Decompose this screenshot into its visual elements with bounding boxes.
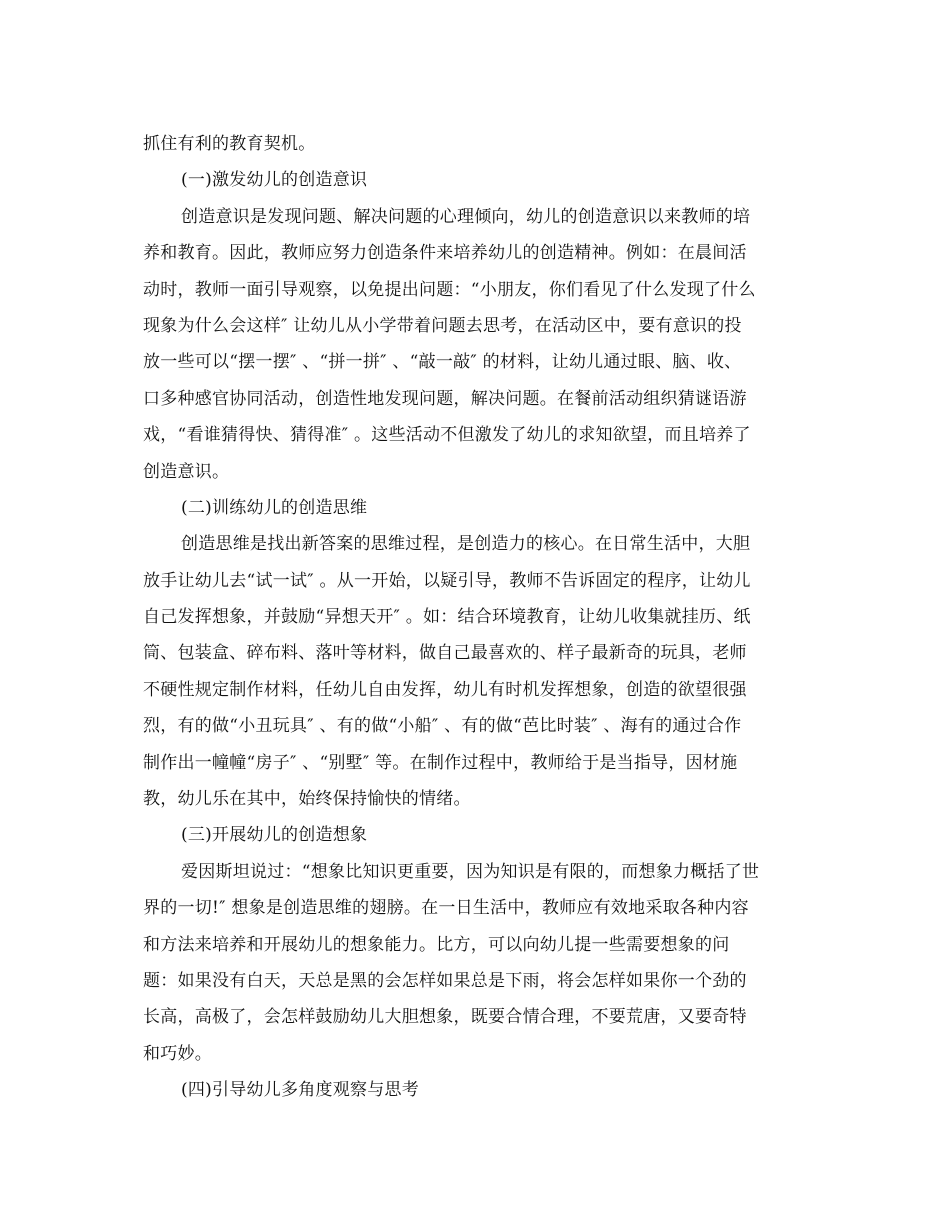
paragraph-line: 不硬性规定制作材料，任幼儿自由发挥，幼儿有时机发挥想象，创造的欲望很强 xyxy=(143,679,747,700)
paragraph-line: 题：如果没有白天，天总是黑的会怎样如果总是下雨，将会怎样如果你一个劲的 xyxy=(143,970,747,991)
paragraph-line: 现象为什么会这样″ 让幼儿从小学带着问题去思考，在活动区中，要有意识的投 xyxy=(143,315,742,336)
section-heading: (一)激发幼儿的创造意识 xyxy=(181,170,368,191)
paragraph-line: 制作出一幢幢“房子″ 、“别墅″ 等。在制作过程中，教师给于是当指导，因材施 xyxy=(143,752,738,773)
paragraph-line: 养和教育。因此，教师应努力创造条件来培养幼儿的创造精神。例如：在晨间活 xyxy=(143,243,747,264)
paragraph-line: 放一些可以“摆一摆″ 、“拼一拼″ 、“敲一敲″ 的材料，让幼儿通过眼、脑、收、 xyxy=(143,352,742,373)
paragraph-line: 烈，有的做“小丑玩具″ 、有的做“小船″ 、有的做“芭比时装″ 、海有的通过合作 xyxy=(143,716,742,737)
paragraph-line: 筒、包装盒、碎布料、落叶等材料，做自己最喜欢的、样子最新奇的玩具，老师 xyxy=(143,643,747,664)
document-body xyxy=(143,126,808,1109)
paragraph-line: 动时，教师一面引导观察，以免提出问题：“小朋友，你们看见了什么发现了什么 xyxy=(143,279,756,300)
paragraph-line: 放手让幼儿去“试一试″ 。从一开始，以疑引导，教师不告诉固定的程序，让幼儿 xyxy=(143,570,751,591)
paragraph-line: 戏，“看谁猜得快、猜得准″ 。这些活动不但激发了幼儿的求知欲望，而且培养了 xyxy=(143,425,751,446)
paragraph-line: 和巧妙。 xyxy=(143,1043,212,1064)
paragraph-line: 创造意识。 xyxy=(143,461,230,482)
paragraph-line: 界的一切!″ 想象是创造思维的翅膀。在一日生活中，教师应有效地采取各种内容 xyxy=(143,898,749,919)
paragraph-line: 教，幼儿乐在其中，始终保持愉快的情绪。 xyxy=(143,789,471,810)
paragraph-line: 自己发挥想象，并鼓励“异想天开″ 。如：结合环境教育，让幼儿收集就挂历、纸 xyxy=(143,607,751,628)
section-heading: (二)训练幼儿的创造思维 xyxy=(181,497,368,518)
paragraph-line: 创造意识是发现问题、解决问题的心理倾向，幼儿的创造意识以来教师的培 xyxy=(181,206,751,227)
paragraph-line: 抓住有利的教育契机。 xyxy=(143,134,316,154)
section-heading: (三)开展幼儿的创造想象 xyxy=(181,825,368,846)
paragraph-line: 口多种感官协同活动，创造性地发现问题，解决问题。在餐前活动组织猜谜语游 xyxy=(143,388,747,409)
paragraph-line: 长高，高极了，会怎样鼓励幼儿大胆想象，既要合情合理，不要荒唐，又要奇特 xyxy=(143,1007,747,1028)
paragraph-line: 创造思维是找出新答案的思维过程，是创造力的核心。在日常生活中，大胆 xyxy=(181,534,751,555)
paragraph-line: 和方法来培养和开展幼儿的想象能力。比方，可以向幼儿提一些需要想象的问 xyxy=(143,934,730,955)
section-heading: (四)引导幼儿多角度观察与思考 xyxy=(181,1080,420,1101)
paragraph-line: 爱因斯坦说过：“想象比知识更重要，因为知识是有限的，而想象力概括了世 xyxy=(181,861,760,882)
